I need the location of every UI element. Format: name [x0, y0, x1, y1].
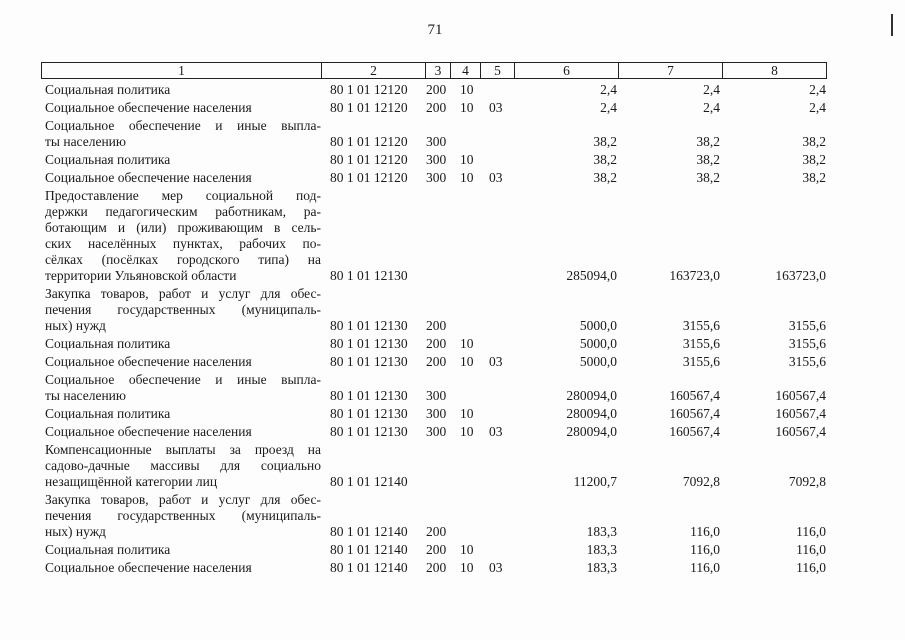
- row-code: 80 1 01 12130: [330, 336, 408, 351]
- description-line: держки педагогическим работникам, ра-: [45, 204, 321, 219]
- description-line: сёлках (посёлках городского типа) на: [45, 252, 321, 267]
- row-value-col7: 3155,6: [682, 336, 720, 351]
- row-value-col8: 7092,8: [788, 474, 826, 489]
- row-expense-type: 300: [426, 152, 447, 167]
- row-value-col7: 160567,4: [669, 406, 720, 421]
- row-value-col7: 38,2: [696, 170, 720, 185]
- row-description: [45, 100, 321, 116]
- description-line: Компенсационные выплаты за проезд на: [45, 442, 321, 457]
- description-line: ты населению: [45, 134, 126, 149]
- row-code: 80 1 01 12140: [330, 542, 408, 557]
- row-expense-type: 200: [426, 318, 447, 333]
- description-line: Социальное обеспечение населения: [45, 424, 252, 439]
- row-description: [45, 170, 321, 186]
- row-code: 80 1 01 12120: [330, 170, 408, 185]
- row-value-col7: 3155,6: [682, 318, 720, 333]
- row-value-col6: 5000,0: [579, 336, 617, 351]
- scan-edge-mark: [891, 14, 893, 36]
- row-expense-type: 300: [426, 134, 447, 149]
- row-value-col7: 116,0: [690, 542, 720, 557]
- description-line: Предоставление мер социальной под-: [45, 188, 321, 203]
- header-cell-4: 4: [450, 63, 480, 78]
- row-description: [45, 286, 321, 334]
- row-value-col6: 38,2: [593, 170, 617, 185]
- row-expense-type: 200: [426, 82, 447, 97]
- header-cell-7: 7: [618, 63, 722, 78]
- description-line: ских населённых пунктах, рабочих по-: [45, 236, 321, 251]
- row-description: [45, 406, 321, 422]
- row-code: 80 1 01 12130: [330, 388, 408, 403]
- row-code: 80 1 01 12120: [330, 82, 408, 97]
- page-number: 71: [427, 22, 443, 38]
- description-line: печения государственных (муниципаль-: [45, 508, 321, 523]
- row-code: 80 1 01 12130: [330, 406, 408, 421]
- row-value-col8: 116,0: [796, 560, 826, 575]
- row-expense-type: 300: [426, 388, 447, 403]
- row-subsection: 03: [489, 100, 503, 115]
- row-description: [45, 372, 321, 404]
- row-value-col8: 2,4: [809, 100, 826, 115]
- description-line: печения государственных (муниципаль-: [45, 302, 321, 317]
- row-section: 10: [460, 170, 474, 185]
- description-line: садово-дачные массивы для социально: [45, 458, 321, 473]
- row-section: 10: [460, 354, 474, 369]
- row-value-col7: 7092,8: [682, 474, 720, 489]
- row-expense-type: 300: [426, 170, 447, 185]
- row-section: 10: [460, 100, 474, 115]
- row-value-col7: 160567,4: [669, 388, 720, 403]
- header-cell-2: 2: [321, 63, 425, 78]
- description-line: Социальное обеспечение и иные выпла-: [45, 118, 321, 133]
- row-expense-type: 300: [426, 406, 447, 421]
- row-value-col8: 2,4: [809, 82, 826, 97]
- row-value-col6: 2,4: [600, 100, 617, 115]
- row-description: [45, 336, 321, 352]
- row-value-col7: 160567,4: [669, 424, 720, 439]
- row-value-col8: 160567,4: [775, 388, 826, 403]
- row-section: 10: [460, 424, 474, 439]
- row-value-col8: 163723,0: [775, 268, 826, 283]
- row-value-col8: 38,2: [802, 170, 826, 185]
- row-description: [45, 442, 321, 490]
- row-value-col7: 38,2: [696, 152, 720, 167]
- row-code: 80 1 01 12130: [330, 354, 408, 369]
- description-line: Социальное обеспечение населения: [45, 170, 252, 185]
- description-line: Социальная политика: [45, 336, 171, 351]
- description-line: ных) нужд: [45, 318, 106, 333]
- row-value-col6: 280094,0: [566, 406, 617, 421]
- row-section: 10: [460, 560, 474, 575]
- row-value-col8: 3155,6: [788, 354, 826, 369]
- row-value-col7: 2,4: [703, 100, 720, 115]
- row-value-col6: 280094,0: [566, 388, 617, 403]
- row-section: 10: [460, 336, 474, 351]
- row-description: [45, 152, 321, 168]
- row-code: 80 1 01 12130: [330, 318, 408, 333]
- row-description: [45, 492, 321, 540]
- row-value-col8: 116,0: [796, 524, 826, 539]
- row-value-col6: 183,3: [586, 542, 617, 557]
- header-cell-5: 5: [480, 63, 514, 78]
- row-value-col6: 5000,0: [579, 354, 617, 369]
- description-line: Закупка товаров, работ и услуг для обес-: [45, 286, 321, 301]
- description-line: Социальная политика: [45, 406, 171, 421]
- row-description: [45, 542, 321, 558]
- row-value-col8: 38,2: [802, 152, 826, 167]
- description-line: Социальная политика: [45, 152, 171, 167]
- header-cell-3: 3: [425, 63, 450, 78]
- row-value-col6: 280094,0: [566, 424, 617, 439]
- description-line: территории Ульяновской области: [45, 268, 237, 283]
- row-subsection: 03: [489, 424, 503, 439]
- header-cell-8: 8: [722, 63, 826, 78]
- row-code: 80 1 01 12140: [330, 474, 408, 489]
- description-line: Социальное обеспечение населения: [45, 100, 252, 115]
- description-line: ты населению: [45, 388, 126, 403]
- description-line: ботающим и (или) проживающим в сель-: [45, 220, 321, 235]
- header-cell-1: 1: [178, 63, 185, 78]
- description-line: Социальное обеспечение населения: [45, 560, 252, 575]
- table-header: [41, 62, 827, 79]
- row-code: 80 1 01 12120: [330, 100, 408, 115]
- row-value-col6: 2,4: [600, 82, 617, 97]
- description-line: Социальное обеспечение и иные выпла-: [45, 372, 321, 387]
- row-expense-type: 200: [426, 524, 447, 539]
- row-expense-type: 200: [426, 354, 447, 369]
- row-description: [45, 354, 321, 370]
- row-code: 80 1 01 12130: [330, 268, 408, 283]
- row-code: 80 1 01 12120: [330, 152, 408, 167]
- row-code: 80 1 01 12140: [330, 524, 408, 539]
- row-value-col8: 160567,4: [775, 424, 826, 439]
- row-value-col7: 116,0: [690, 524, 720, 539]
- row-expense-type: 300: [426, 424, 447, 439]
- description-line: Закупка товаров, работ и услуг для обес-: [45, 492, 321, 507]
- row-value-col7: 116,0: [690, 560, 720, 575]
- row-value-col8: 116,0: [796, 542, 826, 557]
- row-value-col6: 11200,7: [573, 474, 617, 489]
- row-value-col6: 183,3: [586, 560, 617, 575]
- row-description: [45, 560, 321, 576]
- row-value-col7: 2,4: [703, 82, 720, 97]
- row-value-col6: 5000,0: [579, 318, 617, 333]
- row-subsection: 03: [489, 170, 503, 185]
- header-cell-6: 6: [514, 63, 618, 78]
- description-line: незащищённой категории лиц: [45, 474, 218, 489]
- row-value-col8: 160567,4: [775, 406, 826, 421]
- row-section: 10: [460, 406, 474, 421]
- row-section: 10: [460, 82, 474, 97]
- row-value-col7: 38,2: [696, 134, 720, 149]
- row-value-col6: 183,3: [586, 524, 617, 539]
- row-description: [45, 188, 321, 284]
- row-description: [45, 82, 321, 98]
- row-subsection: 03: [489, 560, 503, 575]
- row-code: 80 1 01 12130: [330, 424, 408, 439]
- row-value-col7: 3155,6: [682, 354, 720, 369]
- row-expense-type: 200: [426, 100, 447, 115]
- row-value-col8: 3155,6: [788, 318, 826, 333]
- row-value-col8: 3155,6: [788, 336, 826, 351]
- row-description: [45, 118, 321, 150]
- row-value-col8: 38,2: [802, 134, 826, 149]
- row-value-col6: 38,2: [593, 152, 617, 167]
- row-expense-type: 200: [426, 560, 447, 575]
- row-section: 10: [460, 542, 474, 557]
- row-value-col7: 163723,0: [669, 268, 720, 283]
- description-line: Социальная политика: [45, 82, 171, 97]
- description-line: ных) нужд: [45, 524, 106, 539]
- row-section: 10: [460, 152, 474, 167]
- row-value-col6: 285094,0: [566, 268, 617, 283]
- row-value-col6: 38,2: [593, 134, 617, 149]
- row-description: [45, 424, 321, 440]
- row-expense-type: 200: [426, 336, 447, 351]
- row-expense-type: 200: [426, 542, 447, 557]
- description-line: Социальная политика: [45, 542, 171, 557]
- row-code: 80 1 01 12140: [330, 560, 408, 575]
- description-line: Социальное обеспечение населения: [45, 354, 252, 369]
- row-code: 80 1 01 12120: [330, 134, 408, 149]
- row-subsection: 03: [489, 354, 503, 369]
